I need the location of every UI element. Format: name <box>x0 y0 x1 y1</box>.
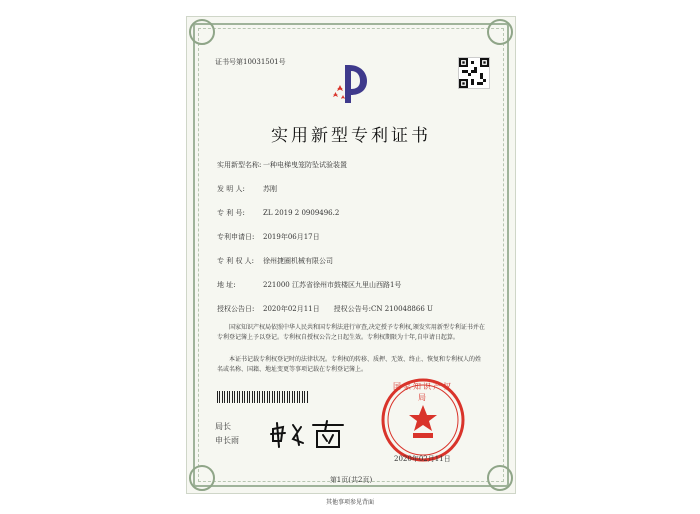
field-grant-date <box>217 304 433 314</box>
corner-ornament <box>487 19 513 45</box>
corner-ornament <box>189 19 215 45</box>
field-utility-model-name <box>217 160 347 170</box>
field-label: 发 明 人: <box>217 185 245 193</box>
field-value: 徐州捷圈机械有限公司 <box>263 257 333 265</box>
field-label: 专 利 权 人: <box>217 257 255 265</box>
field-application-date <box>217 232 320 242</box>
qr-code <box>458 57 490 89</box>
field-label: 实用新型名称: <box>217 161 262 169</box>
certificate-title: 实用新型专利证书 <box>271 126 431 146</box>
field-patent-number <box>217 208 339 218</box>
field-label: 专利申请日: <box>217 233 255 241</box>
field-label: 专 利 号: <box>217 209 245 217</box>
signer-name: 申长雨 <box>215 436 239 445</box>
field-value: 一种电梯曳笼防坠试验装置 <box>263 161 347 169</box>
certificate-paragraph: 本证书记载专利权登记时的法律状况。专利权的转移、质押、无效、终止、恢复和专利权人的姓名或名称、国籍、地址变更等事项记载在专利登记簿上。 <box>217 356 482 373</box>
certificate-number: 证书号第10031501号 <box>215 58 286 66</box>
signer-title: 局长 <box>215 422 231 431</box>
field-value: ZL 2019 2 0909496.2 <box>263 209 340 217</box>
barcode <box>217 391 309 403</box>
footnote: 其他事项参见背面 <box>325 499 374 506</box>
certificate-paragraph: 国家知识产权局依照中华人民共和国专利法进行审查,决定授予专利权,颁发实用新型专利证书并在专利登记簿上予以登记。专利权自授权公告之日起生效。专利权期限为十年,自申请日起算。 <box>217 324 485 341</box>
patent-certificate <box>186 16 516 494</box>
grant-publication-number: 授权公告号:CN 210048866 U <box>333 305 433 313</box>
handwritten-signature <box>267 417 351 451</box>
seal-text: 国家知识产权局 <box>393 382 453 402</box>
field-inventor <box>217 184 277 194</box>
field-value: 苏刚 <box>263 185 277 193</box>
field-value: 221000 江苏省徐州市鼓楼区九里山西路1号 <box>263 281 402 289</box>
field-patentee <box>217 256 333 266</box>
field-value: 2020年02月11日 <box>263 305 320 313</box>
seal-date: 2020年02月11日 <box>394 455 451 463</box>
field-value: 2019年06月17日 <box>263 233 320 241</box>
field-label: 授权公告日: <box>217 305 255 313</box>
cnipa-logo-icon <box>327 61 375 105</box>
field-address <box>217 280 401 290</box>
page-info: 第1页(共2页) <box>329 476 373 484</box>
field-label: 地 址: <box>217 281 236 289</box>
